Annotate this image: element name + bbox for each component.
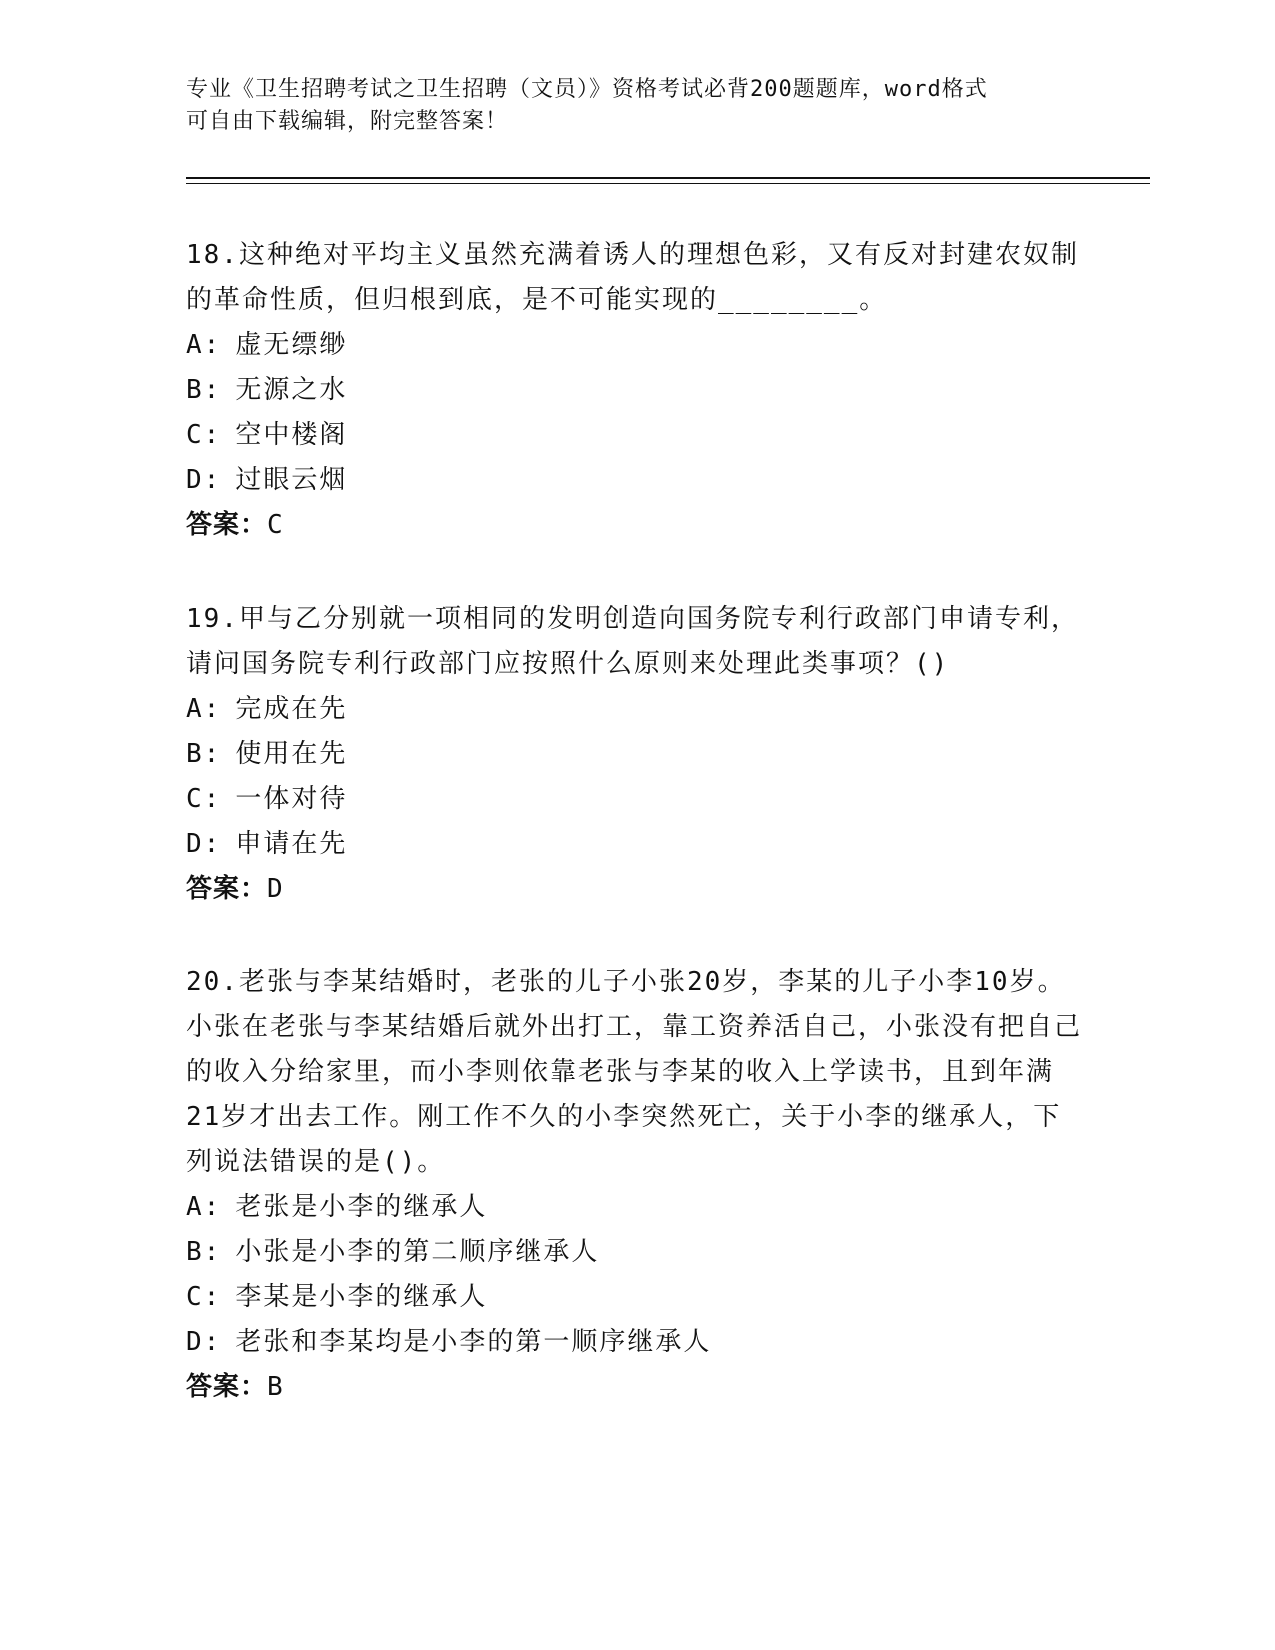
answer-label: 答案： <box>186 510 268 540</box>
header-line-1: 专业《卫生招聘考试之卫生招聘（文员）》资格考试必背200题题库，word格式 <box>186 77 988 102</box>
option-key: A: <box>186 694 222 724</box>
answer-label: 答案： <box>186 1372 268 1402</box>
question-20 <box>186 960 1086 1410</box>
option-text: 老张是小李的继承人 <box>235 1192 488 1222</box>
option-d <box>186 822 1086 867</box>
option-a <box>186 1185 1086 1230</box>
header-divider-thin <box>186 183 1150 184</box>
option-a <box>186 323 1086 368</box>
answer-line <box>186 1365 1086 1410</box>
option-key: D: <box>186 1327 222 1357</box>
question-text: 19.甲与乙分别就一项相同的发明创造向国务院专利行政部门申请专利，请问国务院专利行政部门应按照什么原则来处理此类事项？() <box>186 604 1079 679</box>
option-key: C: <box>186 784 222 814</box>
question-18 <box>186 233 1086 548</box>
option-text: 李某是小李的继承人 <box>235 1282 488 1312</box>
question-19 <box>186 597 1086 912</box>
option-list <box>186 687 1086 867</box>
option-text: 空中楼阁 <box>235 420 348 450</box>
option-c <box>186 777 1086 822</box>
option-key: B: <box>186 739 222 769</box>
option-text: 过眼云烟 <box>235 465 348 495</box>
option-b <box>186 1230 1086 1275</box>
question-text: 20.老张与李某结婚时，老张的儿子小张20岁，李某的儿子小李10岁。小张在老张与李某结婚后就外出打工，靠工资养活自己，小张没有把自己的收入分给家里，而小李则依靠老张与李某的收入上学读书，且到年满21岁才出去工作。刚工作不久的小李突然死亡，关于小李的继承人，下列说法错误的是()。 <box>186 967 1083 1177</box>
answer-value: C <box>267 510 284 540</box>
option-key: D: <box>186 829 222 859</box>
question-text: 18.这种绝对平均主义虽然充满着诱人的理想色彩，又有反对封建农奴制的革命性质，但归根到底，是不可能实现的________。 <box>186 240 1079 315</box>
option-text: 一体对待 <box>235 784 348 814</box>
option-text: 使用在先 <box>235 739 348 769</box>
option-key: B: <box>186 1237 222 1267</box>
option-key: D: <box>186 465 222 495</box>
option-b <box>186 732 1086 777</box>
header-divider-thick <box>186 177 1150 179</box>
option-text: 老张和李某均是小李的第一顺序继承人 <box>235 1327 712 1357</box>
option-text: 申请在先 <box>235 829 348 859</box>
option-key: B: <box>186 375 222 405</box>
answer-line <box>186 867 1086 912</box>
option-key: A: <box>186 1192 222 1222</box>
option-key: C: <box>186 420 222 450</box>
option-c <box>186 413 1086 458</box>
answer-value: B <box>267 1372 284 1402</box>
document-header <box>186 74 1086 138</box>
option-b <box>186 368 1086 413</box>
option-d <box>186 458 1086 503</box>
option-d <box>186 1320 1086 1365</box>
answer-value: D <box>267 874 284 904</box>
option-key: C: <box>186 1282 222 1312</box>
option-a <box>186 687 1086 732</box>
option-c <box>186 1275 1086 1320</box>
header-line-2: 可自由下载编辑，附完整答案！ <box>186 109 509 134</box>
option-text: 小张是小李的第二顺序继承人 <box>235 1237 600 1267</box>
option-key: A: <box>186 330 222 360</box>
option-list <box>186 323 1086 503</box>
option-text: 无源之水 <box>235 375 348 405</box>
answer-line <box>186 503 1086 548</box>
option-list <box>186 1185 1086 1365</box>
option-text: 虚无缥缈 <box>235 330 348 360</box>
answer-label: 答案： <box>186 874 268 904</box>
option-text: 完成在先 <box>235 694 348 724</box>
